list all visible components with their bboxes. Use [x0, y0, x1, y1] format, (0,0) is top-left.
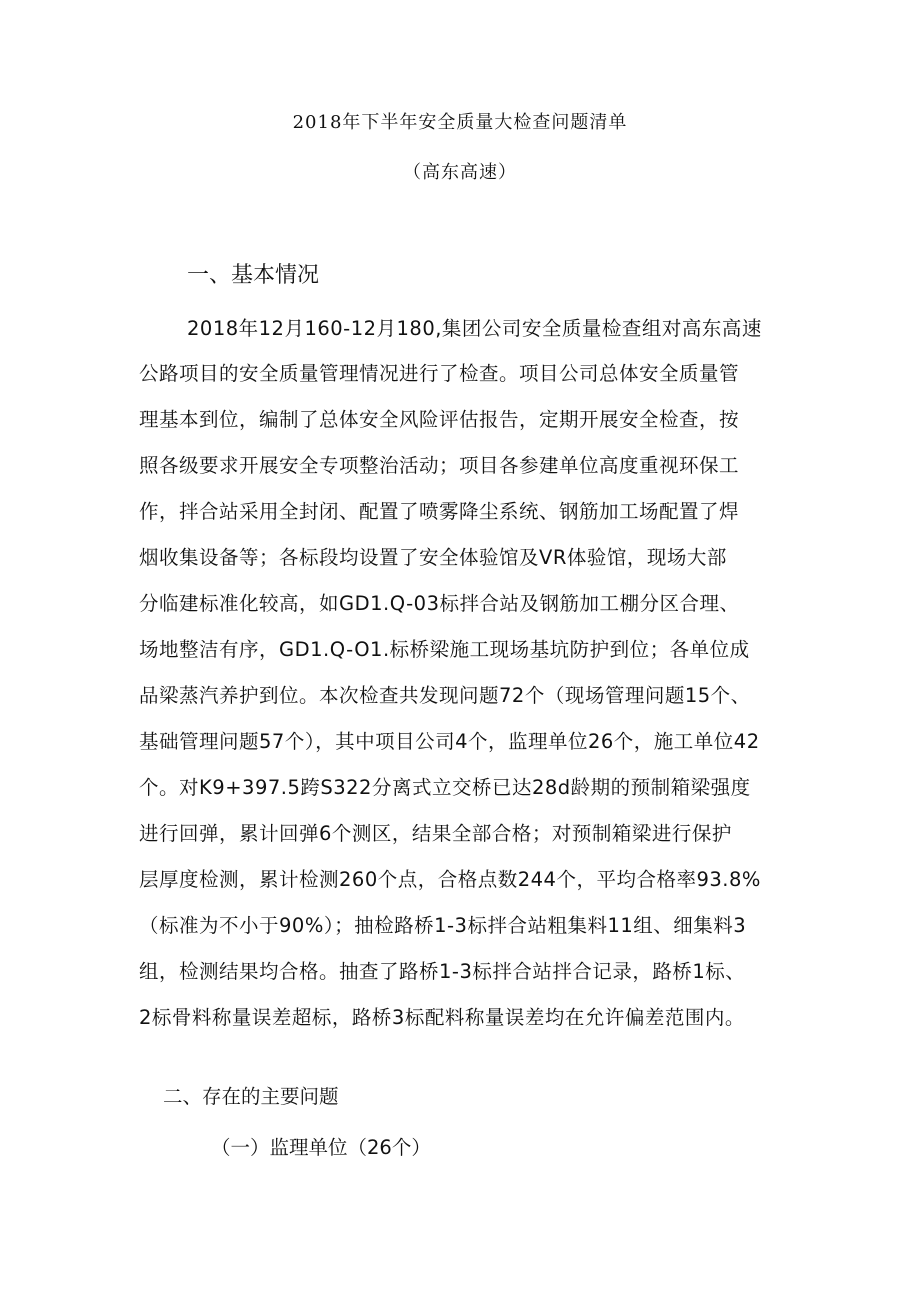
paragraph-line: 场地整洁有序，GD1.Q-O1.标桥梁施工现场基坑防护到位；各单位成 [139, 638, 750, 661]
section-heading-main-problems: 二、存在的主要问题 [163, 1085, 339, 1108]
paragraph-line: 烟收集设备等；各标段均设置了安全体验馆及VR体验馆，现场大部 [139, 546, 727, 569]
paragraph-line: 公路项目的安全质量管理情况进行了检查。项目公司总体安全质量管 [139, 362, 740, 385]
paragraph-line: 分临建标准化较高，如GD1.Q-03标拌合站及钢筋加工棚分区合理、 [139, 592, 740, 615]
document-title: 2018年下半年安全质量大检查问题清单 [292, 112, 628, 133]
paragraph-line: 品梁蒸汽养护到位。本次检查共发现问题72个（现场管理问题15个、 [139, 684, 751, 707]
paragraph-line: 进行回弹，累计回弹6个测区，结果全部合格；对预制箱梁进行保护 [139, 822, 732, 845]
section-heading-basic-info: 一、基本情况 [187, 263, 320, 288]
paragraph-line: 作，拌合站采用全封闭、配置了喷雾降尘系统、钢筋加工场配置了焊 [139, 500, 740, 523]
paragraph-line: 基础管理问题57个），其中项目公司4个，监理单位26个，施工单位42 [139, 730, 760, 753]
document-subtitle: （高东高速） [403, 162, 517, 183]
paragraph-line: 照各级要求开展安全专项整治活动；项目各参建单位高度重视环保工 [139, 454, 740, 477]
paragraph-line: 理基本到位，编制了总体安全风险评估报告，定期开展安全检查，按 [139, 408, 740, 431]
paragraph-line: 组，检测结果均合格。抽查了路桥1-3标拌合站拌合记录，路桥1标、 [139, 960, 746, 983]
paragraph-line: 2018年12月160-12月180,集团公司安全质量检查组对高东高速 [187, 317, 762, 340]
paragraph-line: 2标骨料称量误差超标，路桥3标配料称量误差均在允许偏差范围内。 [139, 1006, 745, 1029]
paragraph-line: （标准为不小于90%）；抽检路桥1-3标拌合站粗集料11组、细集料3 [139, 914, 747, 937]
subsection-heading-supervision-unit: （一）监理单位（26个） [211, 1136, 431, 1159]
paragraph-line: 层厚度检测，累计检测260个点，合格点数244个，平均合格率93.8% [139, 868, 761, 891]
paragraph-line: 个。对K9+397.5跨S322分离式立交桥已达28d龄期的预制箱梁强度 [139, 776, 751, 799]
